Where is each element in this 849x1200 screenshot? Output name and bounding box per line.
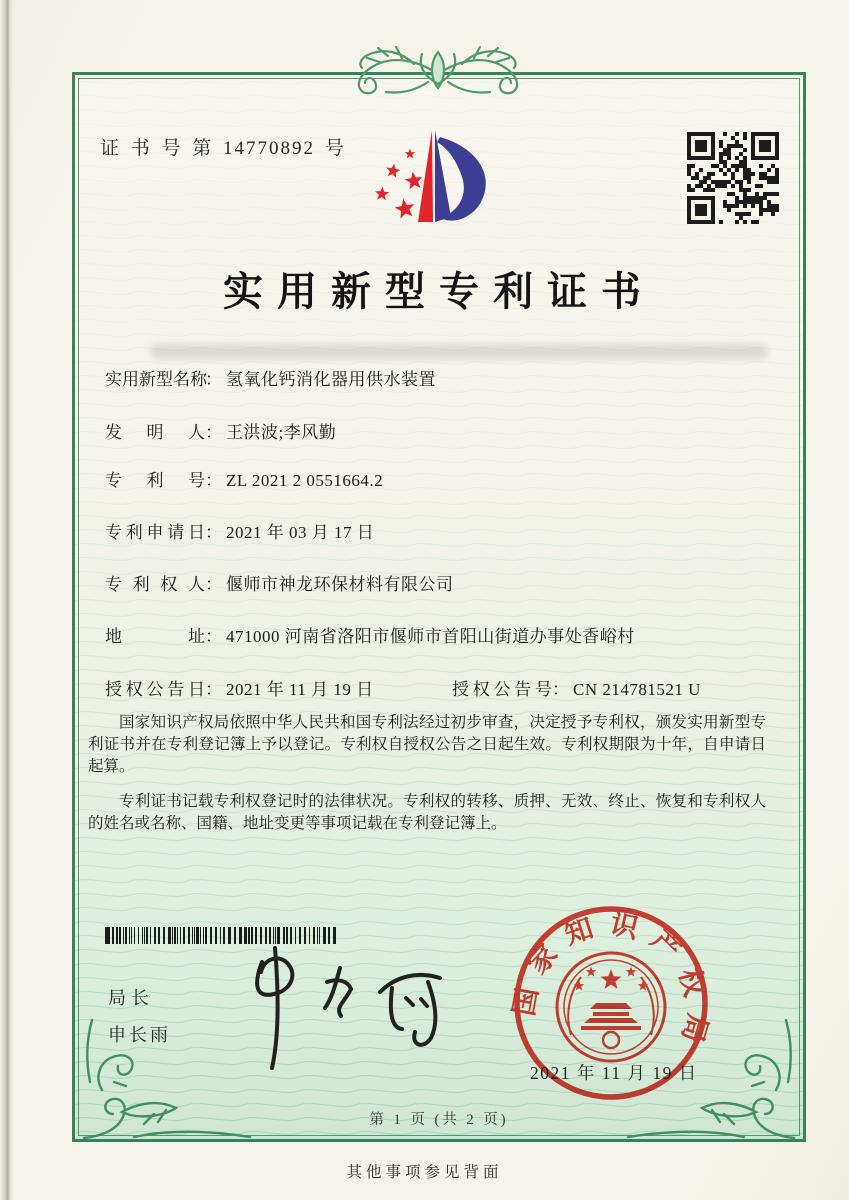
- field-label: 授权公告号: [452, 680, 552, 699]
- field-colon: ：: [205, 575, 222, 594]
- legal-paragraph-1: 国家知识产权局依照中华人民共和国专利法经过初步审查，决定授予专利权，颁发实用新型专利证书并在专利登记簿上予以登记。专利权自授权公告之日起生效。专利权期限为十年，自申请日起算。: [88, 714, 766, 775]
- field-label: 地址: [105, 627, 205, 646]
- field-label: 专利号: [105, 471, 205, 490]
- field-row-grant-number: [452, 675, 701, 700]
- field-colon: ：: [205, 680, 222, 699]
- director-signature: [222, 936, 472, 1084]
- field-row-name: [105, 365, 436, 390]
- field-row-patent-no: [105, 466, 383, 491]
- field-colon: ：: [205, 423, 222, 442]
- field-colon: ：: [205, 370, 222, 389]
- official-seal: [509, 901, 713, 1105]
- field-colon: ：: [205, 523, 222, 542]
- field-row-address: [105, 622, 635, 647]
- field-row-filing-date: [105, 518, 374, 543]
- seal-date: 2021 年 11 月 19 日: [530, 1063, 698, 1083]
- seal-text: 国家知识产权局: [509, 908, 713, 1059]
- field-label: 专利申请日: [105, 523, 205, 542]
- field-label: 专利权人: [105, 575, 205, 594]
- director-name: 申长雨: [108, 1025, 171, 1045]
- field-value: ZL 2021 2 0551664.2: [226, 471, 384, 490]
- field-colon: ：: [205, 471, 222, 490]
- field-row-patentee: [105, 570, 454, 595]
- field-row-grant-date: [105, 675, 374, 700]
- page-number: 第 1 页 (共 2 页): [369, 1112, 509, 1128]
- field-row-inventor: [105, 418, 336, 443]
- field-label: 授权公告日: [105, 680, 205, 699]
- qr-code: [687, 132, 779, 224]
- field-value: 王洪波;李风勤: [226, 423, 337, 442]
- field-value: 偃师市神龙环保材料有限公司: [226, 575, 454, 594]
- cnipa-logo-icon: [358, 118, 518, 238]
- field-value: 471000 河南省洛阳市偃师市首阳山街道办事处香峪村: [226, 627, 635, 646]
- certificate-number: 证 书 号 第 14770892 号: [100, 138, 346, 159]
- field-label: 实用新型名称: [105, 370, 207, 389]
- field-value: 2021 年 03 月 17 日: [226, 523, 375, 542]
- logo-stars: [375, 149, 422, 219]
- footer-note: 其他事项参见背面: [346, 1164, 503, 1181]
- field-colon: ：: [205, 627, 222, 646]
- field-label: 发明人: [105, 423, 205, 442]
- page-showthrough-smudge: [150, 344, 768, 359]
- scan-edge-shadow: [0, 0, 14, 1200]
- field-value: 2021 年 11 月 19 日: [226, 680, 374, 699]
- legal-text-block: [88, 712, 766, 835]
- legal-paragraph-2: 专利证书记载专利权登记时的法律状况。专利权的转移、质押、无效、终止、恢复和专利权人的姓名或名称、国籍、地址变更等事项记载在专利登记簿上。: [88, 793, 766, 832]
- certificate-title: 实用新型专利证书: [223, 269, 655, 314]
- director-title: 局长: [108, 988, 154, 1008]
- field-value: 氢氧化钙消化器用供水装置: [226, 370, 436, 389]
- field-value: CN 214781521 U: [573, 680, 701, 699]
- top-scroll-ornament-icon: [318, 34, 558, 118]
- field-colon: ：: [552, 680, 569, 699]
